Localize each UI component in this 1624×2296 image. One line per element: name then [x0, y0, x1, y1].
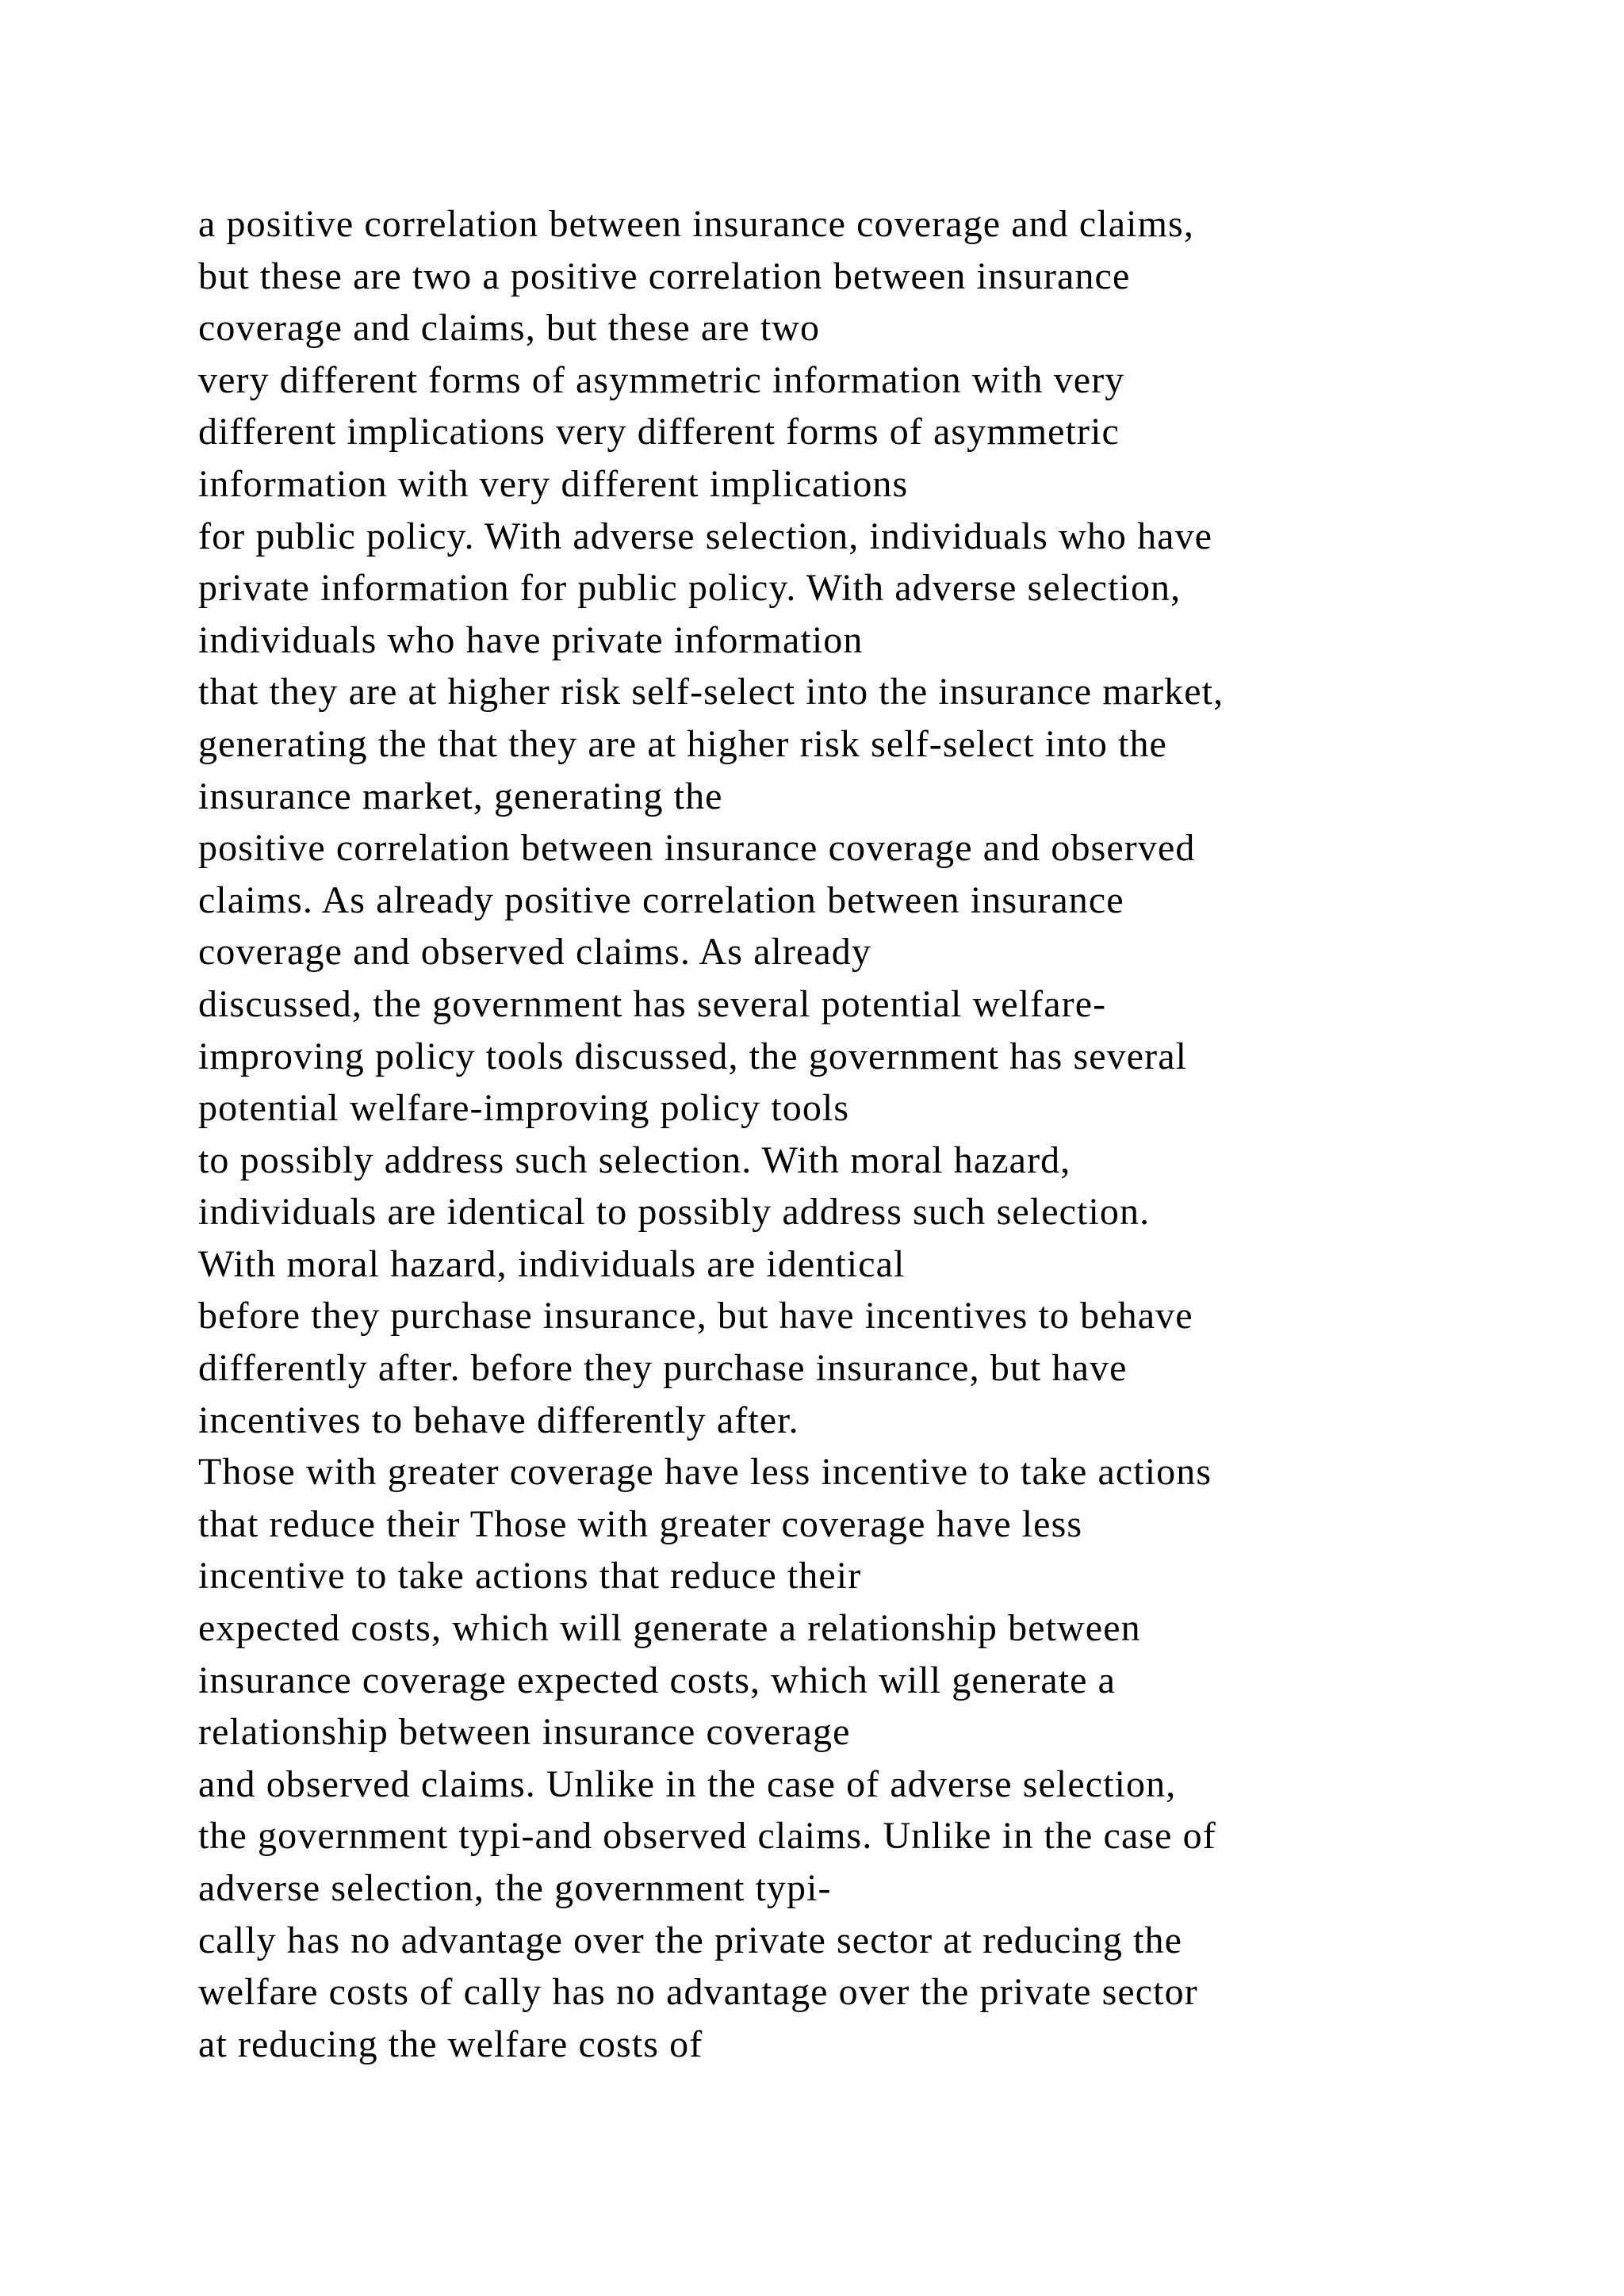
text-line: Those with greater coverage have less incentive to take actions	[198, 1451, 1212, 1494]
text-line: that they are at higher risk self-select into the insurance market,	[198, 671, 1224, 714]
text-line: expected costs, which will generate a relationship between	[198, 1607, 1141, 1650]
text-line: coverage and claims, but these are two	[198, 307, 821, 350]
text-line: cally has no advantage over the private sector at reducing the	[198, 1919, 1183, 1961]
text-line: insurance market, generating the	[198, 775, 723, 817]
text-line: different implications very different forms of asymmetric	[198, 411, 1120, 453]
text-line: positive correlation between insurance coverage and observed	[198, 827, 1196, 870]
text-line: generating the that they are at higher risk self-select into the	[198, 722, 1167, 765]
text-line: coverage and observed claims. As already	[198, 931, 872, 974]
text-line: adverse selection, the government typi-	[198, 1867, 832, 1909]
text-line: differently after. before they purchase insurance, but have	[198, 1347, 1128, 1390]
text-line: before they purchase insurance, but have incentives to behave	[198, 1295, 1193, 1337]
text-line: incentives to behave differently after.	[198, 1399, 799, 1441]
text-line: individuals who have private information	[198, 618, 864, 661]
text-line: and observed claims. Unlike in the case of adverse selection,	[198, 1762, 1177, 1805]
text-line: private information for public policy. With adverse selection,	[198, 567, 1182, 610]
text-line: incentive to take actions that reduce their	[198, 1555, 862, 1598]
text-line: at reducing the welfare costs of	[198, 2022, 703, 2065]
text-line: the government typi-and observed claims. Unlike in the case of	[198, 1815, 1216, 1858]
text-line: very different forms of asymmetric information with very	[198, 358, 1125, 401]
text-line: claims. As already positive correlation between insurance	[198, 878, 1124, 921]
text-line: improving policy tools discussed, the government has several	[198, 1035, 1188, 1077]
text-line: to possibly address such selection. With moral hazard,	[198, 1138, 1071, 1181]
text-line: relationship between insurance coverage	[198, 1711, 851, 1754]
text-line: but these are two a positive correlation between insurance	[198, 254, 1131, 297]
text-line: discussed, the government has several potential welfare-	[198, 982, 1107, 1025]
body-text	[198, 198, 1507, 2070]
text-line: With moral hazard, individuals are identical	[198, 1242, 906, 1285]
text-line: information with very different implications	[198, 462, 909, 505]
text-line: for public policy. With adverse selection, individuals who have	[198, 515, 1213, 557]
text-line: that reduce their Those with greater coverage have less	[198, 1502, 1083, 1545]
text-line: potential welfare-improving policy tools	[198, 1087, 850, 1130]
text-line: a positive correlation between insurance coverage and claims,	[198, 203, 1194, 245]
text-line: welfare costs of cally has no advantage over the private sector	[198, 1971, 1198, 2014]
text-line: individuals are identical to possibly address such selection.	[198, 1191, 1151, 1234]
text-line: insurance coverage expected costs, which will generate a	[198, 1659, 1116, 1701]
